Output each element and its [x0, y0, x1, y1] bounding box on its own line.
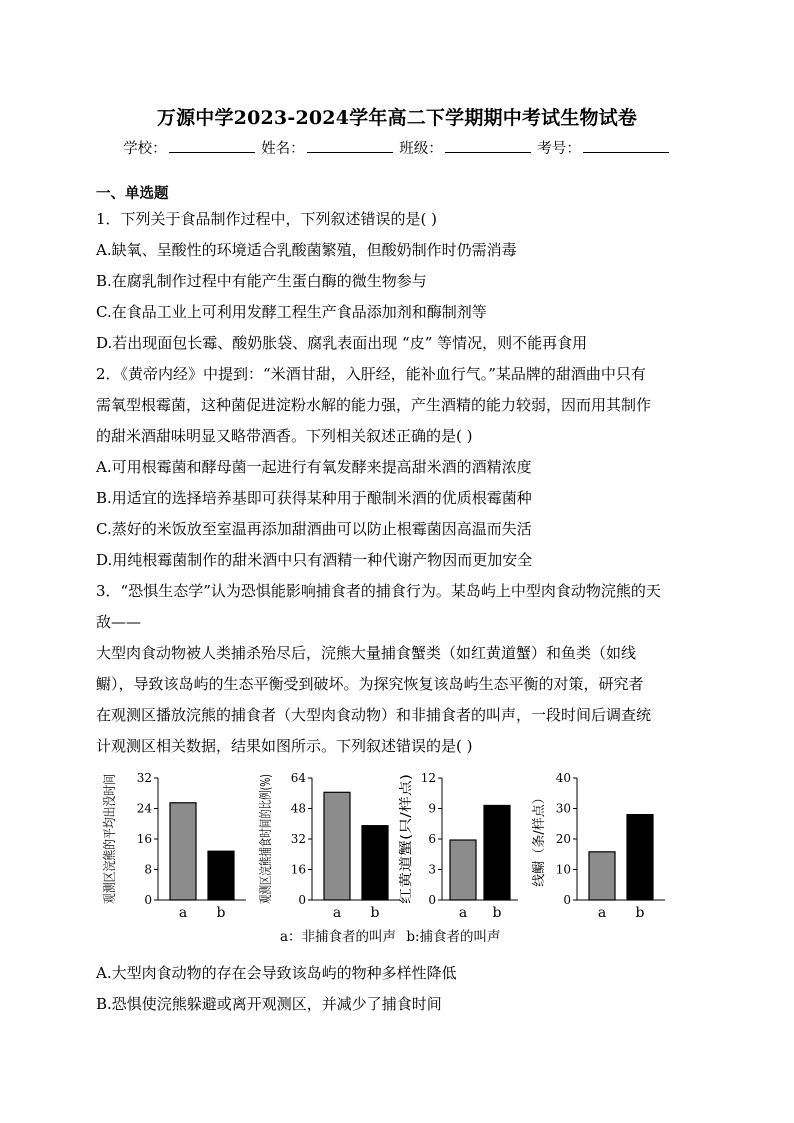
class-blank	[445, 138, 531, 153]
legend-a: a：非捕食者的叫声	[280, 929, 397, 945]
y-tick-label: 24	[136, 801, 152, 816]
field-class-label: 班级：	[399, 141, 443, 157]
x-category-label: a	[597, 905, 607, 921]
school-blank	[169, 138, 255, 153]
y-axis-label: 线鳚（条/样点）	[532, 791, 547, 887]
text-line: 敌——	[96, 613, 142, 631]
option-line: A.大型肉食动物的存在会导致该岛屿的物种多样性降低	[96, 964, 457, 982]
option-line: B.恐惧使浣熊躲避或离开观测区，并减少了捕食时间	[96, 995, 442, 1013]
text-line: B.在腐乳制作过程中有能产生蛋白酶的微生物参与	[96, 272, 427, 290]
bar-a	[170, 803, 196, 900]
text-line: 在观测区播放浣熊的捕食者（大型肉食动物）和非捕食者的叫声，一段时间后调查统	[96, 706, 652, 724]
text-line: C.蒸好的米饭放至室温再添加甜酒曲可以防止根霉菌因高温而失活	[96, 520, 532, 538]
x-category-label: a	[178, 905, 188, 921]
text-line: D.用纯根霉菌制作的甜米酒中只有酒精一种代谢产物因而更加安全	[96, 551, 533, 569]
y-axis-label: 观测区浣熊捕食时间的比例(%)	[259, 725, 274, 904]
chart-4	[533, 768, 653, 928]
y-tick-label: 16	[290, 862, 306, 877]
y-tick-label: 9	[428, 801, 436, 816]
y-tick-label: 3	[428, 862, 436, 877]
y-tick-label: 0	[298, 893, 306, 907]
bar-a	[450, 840, 476, 900]
bar-b	[484, 805, 510, 900]
field-id-label: 考号：	[537, 141, 581, 157]
text-line: D.若出现面包长霉、酸奶胀袋、腐乳表面出现 “皮” 等情况，则不能再食用	[96, 334, 588, 352]
y-tick-label: 8	[144, 862, 152, 877]
y-tick-label: 32	[136, 771, 152, 785]
text-line: 鳚），导致该岛屿的生态平衡受到破坏。为探究恢复该岛屿生态平衡的对策，研究者	[96, 675, 644, 693]
y-tick-label: 0	[428, 893, 436, 907]
text-line: 需氧型根霉菌，这种菌促进淀粉水解的能力强，产生酒精的能力较弱，因而用其制作	[96, 396, 652, 414]
y-tick-label: 10	[555, 862, 571, 877]
x-category-label: b	[492, 905, 502, 921]
field-school-label: 学校：	[123, 141, 167, 157]
y-tick-label: 48	[290, 801, 306, 816]
chart-3	[400, 768, 520, 928]
x-category-label: a	[458, 905, 468, 921]
chart-legend	[280, 925, 507, 945]
student-info-line	[0, 137, 794, 158]
y-tick-label: 64	[290, 771, 306, 785]
y-tick-label: 20	[555, 832, 571, 846]
text-line: 1．下列关于食品制作过程中，下列叙述错误的是( )	[96, 210, 438, 228]
x-category-label: b	[370, 905, 380, 921]
text-line: 大型肉食动物被人类捕杀殆尽后，浣熊大量捕食蟹类（如红黄道蟹）和鱼类（如线	[96, 644, 637, 662]
y-tick-label: 12	[420, 771, 436, 785]
page-title: 万源中学2023-2024学年高二下学期期中考试生物试卷	[156, 107, 638, 129]
x-category-label: b	[216, 905, 226, 921]
y-tick-label: 32	[290, 832, 306, 846]
bar-b	[208, 851, 234, 900]
text-line: 的甜米酒甜味明显又略带酒香。下列相关叙述正确的是( )	[96, 427, 473, 445]
y-tick-label: 6	[428, 832, 436, 846]
name-blank	[307, 138, 393, 153]
id-blank	[583, 138, 669, 153]
field-name-label: 姓名：	[261, 141, 305, 157]
y-axis-label: 红黄道蟹(只/样点)	[399, 798, 414, 904]
text-line: 计观测区相关数据，结果如图所示。下列叙述错误的是( )	[96, 737, 473, 755]
bar-b	[627, 815, 653, 900]
y-tick-label: 40	[555, 771, 571, 785]
text-line: 2．《黄帝内经》中提到：“米酒甘甜，入肝经，能补血行气。”某品牌的甜酒曲中只有	[96, 365, 646, 383]
y-axis-label: 观测区浣熊的平均出没时间	[103, 747, 118, 904]
section-heading: 一、单选题	[96, 185, 169, 202]
bar-a	[324, 792, 350, 900]
bar-b	[362, 826, 388, 900]
text-line: 3．“恐惧生态学”认为恐惧能影响捕食者的捕食行为。某岛屿上中型肉食动物浣熊的天	[96, 582, 661, 600]
chart-1	[100, 747, 240, 928]
y-tick-label: 0	[144, 893, 152, 907]
text-line: A.可用根霉菌和酵母菌一起进行有氧发酵来提高甜米酒的酒精浓度	[96, 458, 532, 476]
legend-b: b:捕食者的叫声	[406, 929, 501, 945]
chart-2	[258, 725, 398, 928]
text-line: A.缺氧、呈酸性的环境适合乳酸菌繁殖，但酸奶制作时仍需消毒	[96, 241, 517, 259]
bar-a	[589, 852, 615, 900]
y-tick-label: 16	[136, 832, 152, 846]
x-category-label: b	[635, 905, 645, 921]
text-line: B.用适宜的选择培养基即可获得某种用于酿制米酒的优质根霉菌种	[96, 489, 532, 507]
x-category-label: a	[332, 905, 342, 921]
y-tick-label: 0	[563, 893, 571, 907]
y-tick-label: 30	[555, 801, 571, 816]
text-line: C.在食品工业上可利用发酵工程生产食品添加剂和酶制剂等	[96, 303, 487, 321]
